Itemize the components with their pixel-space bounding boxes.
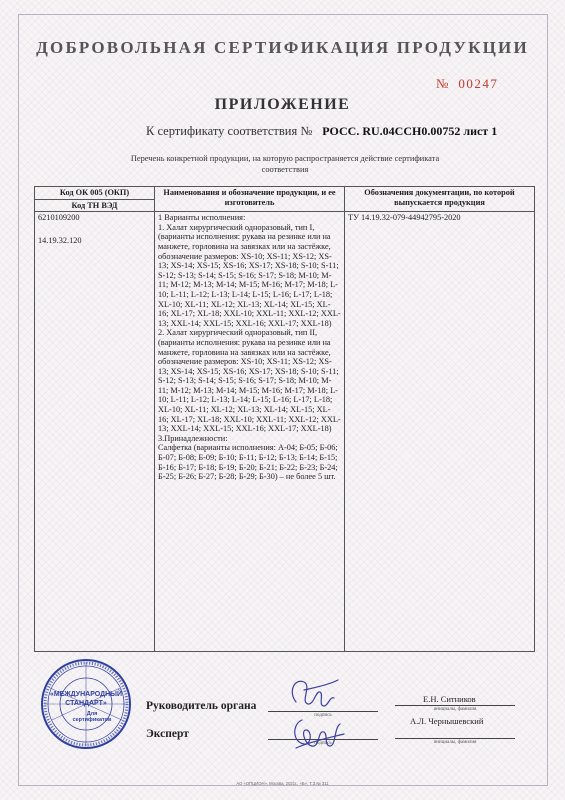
lead-name-line: [395, 705, 515, 706]
products-table: [34, 186, 535, 652]
expert-signature: [284, 708, 348, 756]
cell-codes: [35, 212, 155, 652]
header-product: Наименования и обозначение продукции, и ее изготовитель: [155, 187, 345, 212]
code-tnved: 14.19.32.120: [38, 235, 82, 245]
svg-text:сертификатов: сертификатов: [72, 717, 112, 723]
certificate-number: [436, 76, 498, 92]
header-tnved: Код ТН ВЭД: [35, 199, 154, 211]
expert-name-caption: инициалы, фамилия: [433, 740, 477, 745]
header-codes: [35, 187, 155, 212]
cell-description: 1 Варианты исполнения: 1. Халат хирургический одноразовый, тип I, (варианты исполнения: рукава на резинке или на манжете, горловина на завязках или на застёжке, обозначение размеров: XS-10; XS-11; XS-12; XS-13; XS-14; XS-15; XS-16; XS-17; XS-18; S-10; S-11; S-12; S-13; S-14; S-15; S-16; S-17; S-18; M-10; M-11; M-12; M-13; M-14; M-15; M-16; M-17; M-18; L-10; L-11; L-12; L-13; L-14; L-15; L-16; L-17; L-18; XL-10; XL-11; XL-12; XL-13; XL-14; XL-15; XL-16; XL-17; XL-18; XXL-10; XXL-11; XXL-12; XXL-13; XXL-14; XXL-15; XXL-16; XXL-17; XXL-18) 2. Халат хирургический одноразовый, тип II, (варианты исполнения: рукава на резинке или на манжете, горловина на завязках или на застёжке, обозначение размеров: XS-10; XS-11; XS-12; XS-13; XS-14; XS-15; XS-16; XS-17; XS-18; S-10; S-11; S-12; S-13; S-14; S-15; S-16; S-17; S-18; M-10; M-11; M-12; M-13; M-14; M-15; M-16; M-17; M-18; L-10; L-11; L-12; L-13; L-14; L-15; L-16; L-17; L-18; XL-10; XL-11; XL-12; XL-13; XL-14; XL-15; XL-16; XL-17; XL-18; XXL-10; XXL-11; XXL-12; XXL-13; XXL-14; XXL-15; XXL-16; XXL-17; XXL-18) 3.Принадлежности: Салфетка (варианты исполнения: А-04; Б-05; Б-06; Б-07; Б-08; Б-09; Б-10; Б-11; Б-12; Б-13; Б-14; Б-15; Б-16; Б-17; Б-18; Б-19; Б-20; Б-21; Б-22; Б-23; Б-24; Б-25; Б-26; Б-27; Б-28; Б-29; Б-30) – не более 5 шт.: [155, 212, 345, 652]
cert-value: РОСС. RU.04ССН0.00752 лист 1: [322, 124, 498, 138]
certificate-reference: [146, 124, 497, 139]
print-footer: АО «ОПЦИОН», Москва, 2021г., «Б», Т.З.№ 311: [236, 781, 329, 786]
code-okp: 6210109200: [38, 213, 80, 223]
lead-label: Руководитель органа: [146, 700, 257, 712]
table-row: [35, 212, 535, 652]
expert-label: Эксперт: [146, 728, 189, 740]
lead-signature-caption: подпись: [314, 713, 332, 718]
products-caption: Перечень конкретной продукции, на которую распространяется действие сертификата соответствия: [130, 154, 440, 174]
svg-text:СТАНДАРТ»: СТАНДАРТ»: [65, 700, 107, 707]
number-sign: №: [436, 76, 449, 91]
appendix-heading: ПРИЛОЖЕНИЕ: [214, 96, 351, 113]
cell-documentation: ТУ 14.19.32-079-44942795-2020: [345, 212, 535, 652]
organization-seal: [40, 658, 132, 750]
svg-text:«МЕЖДУНАРОДНЫЙ: «МЕЖДУНАРОДНЫЙ: [49, 691, 123, 698]
header-documentation: Обозначения документации, по которой выпускается продукция: [345, 187, 535, 212]
svg-text:Для: Для: [86, 711, 98, 717]
expert-name: А.Л. Чернышевский: [410, 716, 484, 726]
table-header-row: [35, 187, 535, 212]
lead-name: Е.Н. Ситников: [423, 694, 476, 704]
expert-signature-caption: подпись: [314, 741, 332, 746]
expert-name-line: [395, 738, 515, 739]
header-okp: Код ОК 005 (ОКП): [59, 188, 130, 197]
lead-name-caption: инициалы, фамилия: [433, 707, 477, 712]
number-value: 00247: [458, 76, 499, 91]
document-title: ДОБРОВОЛЬНАЯ СЕРТИФИКАЦИЯ ПРОДУКЦИИ: [36, 38, 529, 57]
cert-label: К сертификату соответствия №: [146, 124, 313, 138]
